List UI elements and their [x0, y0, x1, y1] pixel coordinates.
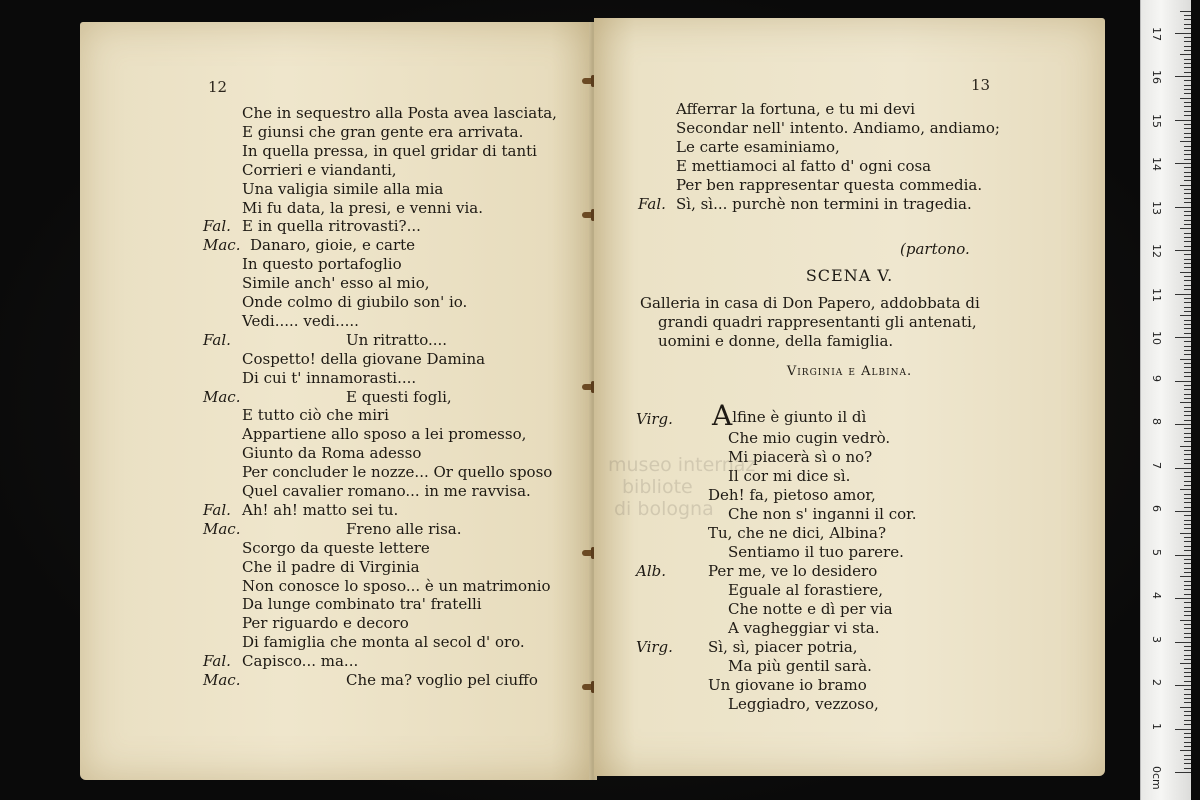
ruler-tick — [1175, 33, 1191, 34]
stage-direction: (partono. — [900, 240, 970, 258]
ruler-tick — [1184, 24, 1191, 25]
ruler-tick — [1184, 172, 1191, 173]
ruler-tick — [1184, 372, 1191, 373]
ruler-tick — [1184, 450, 1191, 451]
ruler-tick — [1184, 263, 1191, 264]
ruler-tick — [1184, 607, 1191, 608]
ruler-tick — [1184, 28, 1191, 29]
ruler-tick — [1184, 541, 1191, 542]
verse-line: Deh! fa, pietoso amor, — [708, 486, 876, 504]
ruler-tick — [1184, 420, 1191, 421]
ruler-tick — [1180, 446, 1191, 447]
ruler-tick — [1184, 220, 1191, 221]
ruler-tick — [1184, 472, 1191, 473]
ruler-tick — [1184, 672, 1191, 673]
ruler-tick — [1184, 211, 1191, 212]
verse-line: Mi piacerà sì o no? — [728, 448, 873, 466]
ruler-tick — [1184, 167, 1191, 168]
ruler-tick — [1184, 215, 1191, 216]
ruler-tick — [1184, 320, 1191, 321]
ruler-tick — [1180, 663, 1191, 664]
library-watermark — [608, 454, 755, 520]
ruler-tick — [1184, 746, 1191, 747]
scene-title: SCENA V. — [805, 266, 894, 285]
ruler-tick — [1184, 202, 1191, 203]
ruler-tick — [1184, 398, 1191, 399]
ruler-tick — [1184, 524, 1191, 525]
ruler-tick — [1184, 637, 1191, 638]
ruler-tick — [1184, 285, 1191, 286]
ruler-tick — [1184, 563, 1191, 564]
ruler-tick — [1184, 67, 1191, 68]
watermark-line: di bologna — [614, 498, 714, 520]
speaker-label: Fal. — [203, 500, 231, 519]
verse-line: In questo portafoglio — [242, 255, 402, 274]
watermark-line: bibliote — [622, 476, 693, 498]
speaker-label: Mac. — [203, 236, 241, 255]
verse-line: Cospetto! della giovane Damina — [242, 349, 486, 368]
ruler-tick — [1184, 568, 1191, 569]
verse-line: Simile anch' esso al mio, — [242, 274, 430, 293]
ruler-tick — [1184, 655, 1191, 656]
verse-line: Che in sequestro alla Posta avea lasciata, — [242, 104, 557, 122]
ruler-tick — [1184, 241, 1191, 242]
ruler-tick — [1180, 620, 1191, 621]
ruler-tick — [1184, 481, 1191, 482]
verse-line: Che ma? voglio pel ciuffo — [346, 671, 538, 689]
drop-cap: A — [712, 399, 733, 432]
verse-line: Danaro, gioie, e carte — [250, 236, 416, 255]
speaker-label: Fal. — [203, 652, 231, 671]
ruler-tick — [1180, 315, 1191, 316]
ruler-tick — [1184, 594, 1191, 595]
ruler-tick — [1180, 402, 1191, 403]
ruler-tick — [1184, 376, 1191, 377]
ruler-tick — [1184, 137, 1191, 138]
ruler-tick — [1184, 737, 1191, 738]
ruler-tick — [1184, 115, 1191, 116]
ruler-tick — [1184, 702, 1191, 703]
ruler-tick — [1184, 350, 1191, 351]
ruler-tick — [1184, 676, 1191, 677]
ruler-tick — [1184, 176, 1191, 177]
ruler-tick — [1184, 276, 1191, 277]
ruler-tick — [1184, 124, 1191, 125]
verse-line: Sì, sì... purchè non termini in tragedia. — [676, 195, 972, 213]
ruler-tick — [1184, 433, 1191, 434]
ruler-number: 7 — [1150, 461, 1163, 469]
speaker-label: Alb. — [636, 562, 666, 580]
verse-line: Freno alle risa. — [346, 519, 462, 538]
ruler-tick — [1184, 498, 1191, 499]
ruler-tick — [1184, 581, 1191, 582]
verse-line: Ah! ah! matto sei tu. — [242, 500, 399, 519]
ruler-number: 5 — [1150, 548, 1163, 556]
ruler-tick — [1180, 141, 1191, 142]
speaker-label: Mac. — [203, 387, 241, 406]
ruler-tick — [1184, 133, 1191, 134]
ruler-tick — [1184, 515, 1191, 516]
ruler-tick — [1175, 337, 1191, 338]
ruler-tick — [1184, 389, 1191, 390]
ruler-tick — [1184, 520, 1191, 521]
ruler-tick — [1184, 324, 1191, 325]
ruler-tick — [1184, 341, 1191, 342]
ruler-tick — [1180, 54, 1191, 55]
ruler-tick — [1184, 715, 1191, 716]
speaker-label: Virg. — [636, 410, 673, 428]
ruler-tick — [1175, 294, 1191, 295]
ruler-tick — [1184, 354, 1191, 355]
ruler-tick — [1184, 394, 1191, 395]
right-page — [594, 18, 1105, 776]
ruler-tick — [1184, 150, 1191, 151]
ruler-tick — [1184, 41, 1191, 42]
speaker-label: Mac. — [203, 671, 241, 689]
verse-line: Sì, sì, piacer potria, — [708, 638, 858, 656]
ruler-tick — [1180, 228, 1191, 229]
ruler-tick — [1180, 11, 1191, 12]
verse-line: Secondar nell' intento. Andiamo, andiamo; — [676, 119, 1000, 137]
ruler-tick — [1184, 63, 1191, 64]
verse-line: Giunto da Roma adesso — [242, 444, 422, 463]
ruler-tick — [1184, 363, 1191, 364]
ruler-tick — [1180, 576, 1191, 577]
ruler-tick — [1175, 685, 1191, 686]
ruler-tick — [1184, 415, 1191, 416]
ruler-tick — [1184, 485, 1191, 486]
ruler-tick — [1184, 437, 1191, 438]
ruler-tick — [1184, 711, 1191, 712]
verse-line: E giunsi che gran gente era arrivata. — [242, 122, 524, 141]
ruler-tick — [1184, 37, 1191, 38]
ruler-tick — [1184, 93, 1191, 94]
ruler-number: 12 — [1150, 244, 1163, 258]
ruler-tick — [1175, 772, 1191, 773]
verse-line: Afferrar la fortuna, e tu mi devi — [676, 100, 916, 118]
ruler-tick — [1184, 659, 1191, 660]
verse-line: Per riguardo e decoro — [242, 614, 409, 633]
verse-line: Sentiamo il tuo parere. — [728, 543, 904, 561]
verse-line: Che non s' inganni il cor. — [728, 505, 917, 523]
ruler-tick — [1184, 602, 1191, 603]
ruler-tick — [1175, 381, 1191, 382]
ruler-tick — [1175, 511, 1191, 512]
ruler-tick — [1175, 598, 1191, 599]
ruler-tick — [1184, 289, 1191, 290]
speaker-label: Fal. — [203, 330, 231, 349]
verse-line: Di cui t' innamorasti.... — [242, 368, 417, 387]
measuring-ruler — [1140, 0, 1191, 800]
speaker-label: Fal. — [203, 217, 231, 236]
ruler-tick — [1184, 19, 1191, 20]
ruler-tick — [1184, 550, 1191, 551]
ruler-tick — [1184, 755, 1191, 756]
verse-line: Per me, ve lo desidero — [708, 562, 878, 580]
ruler-tick — [1175, 642, 1191, 643]
ruler-tick — [1184, 80, 1191, 81]
ruler-number: 10 — [1150, 331, 1163, 345]
scene-setting-line: Galleria in casa di Don Papero, addobbata di — [640, 294, 980, 312]
ruler-tick — [1184, 694, 1191, 695]
ruler-tick — [1184, 267, 1191, 268]
ruler-tick — [1175, 468, 1191, 469]
ruler-tick — [1184, 254, 1191, 255]
ruler-tick — [1180, 185, 1191, 186]
ruler-number: 2 — [1150, 679, 1163, 686]
ruler-tick — [1184, 768, 1191, 769]
verse-line: Corrieri e viandanti, — [242, 160, 397, 179]
ruler-tick — [1184, 146, 1191, 147]
ruler-tick — [1184, 589, 1191, 590]
ruler-number: 16 — [1150, 70, 1163, 84]
ruler-tick — [1184, 346, 1191, 347]
ruler-tick — [1184, 724, 1191, 725]
verse-line: Per ben rappresentar questa commedia. — [676, 176, 983, 194]
ruler-tick — [1184, 668, 1191, 669]
ruler-tick — [1180, 750, 1191, 751]
ruler-number: 3 — [1150, 635, 1163, 643]
ruler-tick — [1184, 224, 1191, 225]
verse-line: Ma più gentil sarà. — [728, 657, 872, 675]
ruler-tick — [1175, 76, 1191, 77]
ruler-tick — [1184, 298, 1191, 299]
verse-line: E mettiamoci al fatto d' ogni cosa — [676, 157, 932, 175]
verse-line: In quella pressa, in quel gridar di tanti — [242, 141, 537, 160]
ruler-tick — [1184, 615, 1191, 616]
speaker-label: Fal. — [638, 195, 666, 213]
characters-heading: Virginia e Albina. — [786, 364, 913, 379]
ruler-tick — [1184, 111, 1191, 112]
ruler-tick — [1180, 707, 1191, 708]
ruler-tick — [1184, 233, 1191, 234]
ruler-tick — [1175, 250, 1191, 251]
left-page-number: 12 — [208, 78, 228, 96]
ruler-number: 1 — [1150, 722, 1163, 730]
ruler-tick — [1184, 46, 1191, 47]
ruler-tick — [1175, 424, 1191, 425]
verse-line: Tu, che ne dici, Albina? — [708, 524, 887, 542]
verse-line: E questi fogli, — [346, 387, 452, 406]
verse-line: Che mio cugin vedrò. — [728, 429, 891, 447]
ruler-tick — [1184, 611, 1191, 612]
ruler-tick — [1184, 302, 1191, 303]
verse-line: Una valigia simile alla mia — [242, 179, 444, 198]
ruler-tick — [1184, 463, 1191, 464]
first-line-rest: lfine è giunto il dì — [732, 408, 867, 426]
ruler-tick — [1184, 459, 1191, 460]
ruler-tick — [1184, 428, 1191, 429]
ruler-tick — [1184, 681, 1191, 682]
ruler-tick — [1184, 411, 1191, 412]
ruler-tick — [1184, 650, 1191, 651]
ruler-tick — [1180, 489, 1191, 490]
ruler-tick — [1184, 742, 1191, 743]
ruler-tick — [1184, 454, 1191, 455]
verse-line: Un giovane io bramo — [708, 676, 867, 694]
ruler-number: 14 — [1150, 157, 1163, 171]
ruler-tick — [1184, 689, 1191, 690]
verse-line: Scorgo da queste lettere — [242, 538, 430, 557]
verse-line: Per concluder le nozze... Or quello sposo — [242, 463, 553, 482]
ruler-tick — [1184, 154, 1191, 155]
ruler-tick — [1184, 259, 1191, 260]
verse-line: Quel cavalier romano... in me ravvisa. — [242, 482, 531, 500]
verse-line: Vedi..... vedi..... — [242, 311, 359, 330]
ruler-tick — [1184, 528, 1191, 529]
ruler-tick — [1175, 555, 1191, 556]
ruler-tick — [1184, 759, 1191, 760]
ruler-tick — [1184, 494, 1191, 495]
ruler-number: 6 — [1150, 505, 1163, 512]
speaker-label: Virg. — [636, 638, 673, 656]
ruler-tick — [1184, 102, 1191, 103]
verse-line: Le carte esaminiamo, — [676, 138, 840, 156]
ruler-tick — [1184, 311, 1191, 312]
ruler-tick — [1184, 128, 1191, 129]
ruler-tick — [1184, 333, 1191, 334]
ruler-number: 0cm — [1150, 766, 1163, 790]
left-page — [80, 22, 592, 780]
ruler-tick — [1184, 106, 1191, 107]
ruler-tick — [1184, 189, 1191, 190]
ruler-tick — [1184, 720, 1191, 721]
verse-line: E in quella ritrovasti?... — [242, 217, 421, 236]
watermark-line: museo internaz — [608, 454, 756, 476]
ruler-tick — [1184, 59, 1191, 60]
ruler-tick — [1184, 367, 1191, 368]
ruler-tick — [1184, 546, 1191, 547]
ruler-number: 13 — [1150, 200, 1163, 215]
ruler-number: 8 — [1150, 418, 1163, 425]
ruler-tick — [1184, 733, 1191, 734]
ruler-tick — [1184, 193, 1191, 194]
ruler-tick — [1184, 441, 1191, 442]
ruler-tick — [1184, 328, 1191, 329]
ruler-tick — [1184, 72, 1191, 73]
ruler-tick — [1184, 198, 1191, 199]
verse-line: Un ritratto.... — [346, 330, 448, 349]
ruler-tick — [1184, 502, 1191, 503]
ruler-tick — [1175, 120, 1191, 121]
verse-line: Mi fu data, la presi, e venni via. — [242, 198, 484, 217]
right-page-number: 13 — [971, 76, 991, 94]
ruler-tick — [1184, 85, 1191, 86]
ruler-tick — [1184, 15, 1191, 16]
ruler-tick — [1184, 633, 1191, 634]
ruler-number: 4 — [1150, 592, 1163, 599]
ruler-tick — [1184, 89, 1191, 90]
ruler-tick — [1184, 763, 1191, 764]
verse-line: Non conosce lo sposo... è un matrimonio — [242, 576, 551, 595]
verse-line: E tutto ciò che miri — [242, 406, 389, 425]
ruler-tick — [1184, 507, 1191, 508]
ruler-tick — [1184, 585, 1191, 586]
verse-line: Leggiadro, vezzoso, — [728, 695, 879, 713]
ruler-tick — [1184, 698, 1191, 699]
ruler-tick — [1180, 98, 1191, 99]
ruler-tick — [1175, 729, 1191, 730]
ruler-number: 15 — [1150, 113, 1163, 128]
verse-line: A vagheggiar vi sta. — [728, 619, 880, 637]
verse-line: Onde colmo di giubilo son' io. — [242, 293, 468, 311]
ruler-tick — [1180, 533, 1191, 534]
ruler-number: 17 — [1150, 26, 1163, 41]
ruler-tick — [1175, 207, 1191, 208]
ruler-tick — [1184, 159, 1191, 160]
verse-first-line — [712, 399, 867, 432]
ruler-tick — [1184, 537, 1191, 538]
ruler-tick — [1184, 646, 1191, 647]
ruler-tick — [1184, 280, 1191, 281]
ruler-tick — [1184, 407, 1191, 408]
verse-line: Eguale al forastiere, — [728, 581, 884, 599]
speaker-label: Mac. — [203, 519, 241, 538]
verse-line: Capisco... ma... — [242, 652, 359, 671]
verse-line: Appartiene allo sposo a lei promesso, — [242, 425, 527, 444]
verse-line: Che notte e dì per via — [728, 600, 893, 618]
ruler-tick — [1184, 385, 1191, 386]
ruler-number: 9 — [1150, 374, 1163, 382]
scene-setting-line: uomini e donne, della famiglia. — [658, 332, 894, 350]
verse-line: Che il padre di Virginia — [242, 557, 420, 576]
ruler-tick — [1184, 180, 1191, 181]
ruler-tick — [1184, 237, 1191, 238]
ruler-tick — [1184, 628, 1191, 629]
ruler-tick — [1184, 476, 1191, 477]
ruler-number: 11 — [1150, 287, 1163, 302]
ruler-tick — [1184, 624, 1191, 625]
ruler-tick — [1184, 50, 1191, 51]
scene-setting-line: grandi quadri rappresentanti gli antenati, — [658, 313, 977, 331]
verse-line: Di famiglia che monta al secol d' oro. — [242, 633, 525, 652]
ruler-tick — [1184, 246, 1191, 247]
verse-line: Il cor mi dice sì. — [728, 467, 851, 485]
ruler-tick — [1184, 307, 1191, 308]
open-book — [80, 22, 1105, 782]
ruler-tick — [1184, 559, 1191, 560]
ruler-tick — [1180, 272, 1191, 273]
ruler-tick — [1180, 359, 1191, 360]
verse-line: Da lunge combinato tra' fratelli — [242, 595, 482, 614]
ruler-tick — [1184, 572, 1191, 573]
ruler-tick — [1175, 163, 1191, 164]
